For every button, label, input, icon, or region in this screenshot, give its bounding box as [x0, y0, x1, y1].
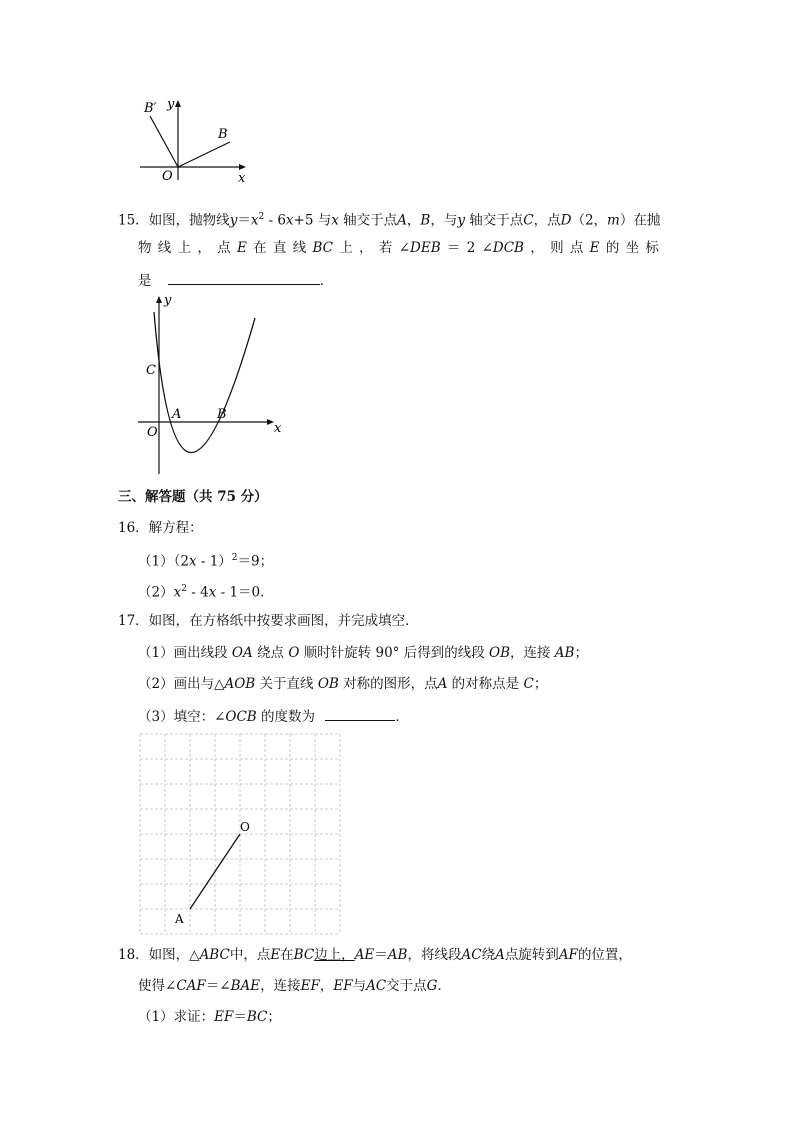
q18-part-1: （1）求证：EF＝BC；	[138, 1009, 281, 1025]
segment-ob-prime	[150, 116, 178, 167]
label-o: O	[162, 169, 173, 184]
q18-line-1: 18．如图，△ABC中，点E在BC边上，AE＝AB，将线段AC绕A点旋转到AF的位置，	[118, 947, 632, 963]
q16-part-1: （1）（2x - 1）$^2$＝9；	[138, 553, 274, 570]
q17-part-2: （2）画出与△AOB 关于直线 OB 对称的图形，点A 的对称点是 C；	[138, 676, 548, 692]
y-axis-arrow	[175, 100, 181, 107]
label-c: C	[146, 363, 156, 378]
label-y: y	[164, 293, 172, 308]
q16-part-2: $(2)x^2 - 4x - 1=0$．	[138, 584, 274, 601]
q17-answer-blank[interactable]	[325, 706, 395, 721]
label-o: O	[240, 820, 250, 834]
figure-14	[130, 92, 260, 184]
q16-title: 16．解方程：	[118, 520, 203, 536]
segment-ob	[178, 142, 230, 167]
q15-line-2: 物 线 上 ， 点 E 在 直 线 BC 上 ， 若 ∠DEB ＝ 2 ∠DCB ， 则 点 E 的 坐 标	[138, 240, 659, 256]
q15-line-1: 15．如图，抛物线$y=x^2 - 6x+5$ 与x 轴交于点A，B，与y 轴交于点C，点D（2，m）在抛	[118, 212, 661, 229]
q15-answer-blank[interactable]	[168, 270, 320, 285]
q17-title: 17．如图，在方格纸中按要求画图，并完成填空．	[118, 613, 419, 629]
section-title: 三、解答题（共 75 分）	[118, 489, 268, 505]
label-o: O	[147, 425, 158, 440]
figure-15	[130, 290, 290, 485]
y-axis-arrow	[156, 296, 162, 303]
label-a: A	[175, 912, 184, 926]
label-b: B	[217, 407, 227, 422]
q17-part-1: （1）画出线段 OA 绕点 O 顺时针旋转 90° 后得到的线段 OB，连接 AB；	[138, 645, 588, 661]
q18-line-2: 使得∠CAF＝∠BAE，连接EF，EF与AC交于点G．	[138, 978, 451, 994]
q17-part-3: （3）填空：∠OCB 的度数为 ．	[138, 706, 409, 726]
parabola	[154, 312, 255, 453]
x-axis-arrow	[239, 164, 246, 170]
q15-line-3: 是 ．	[138, 270, 333, 290]
figure-17-grid	[135, 730, 345, 935]
label-b: B	[218, 127, 228, 142]
label-x: x	[274, 421, 282, 436]
label-b-prime: B′	[144, 101, 157, 116]
x-axis-arrow	[267, 419, 274, 425]
label-y: y	[167, 97, 175, 112]
label-a: A	[172, 407, 182, 422]
label-x: x	[238, 171, 246, 184]
